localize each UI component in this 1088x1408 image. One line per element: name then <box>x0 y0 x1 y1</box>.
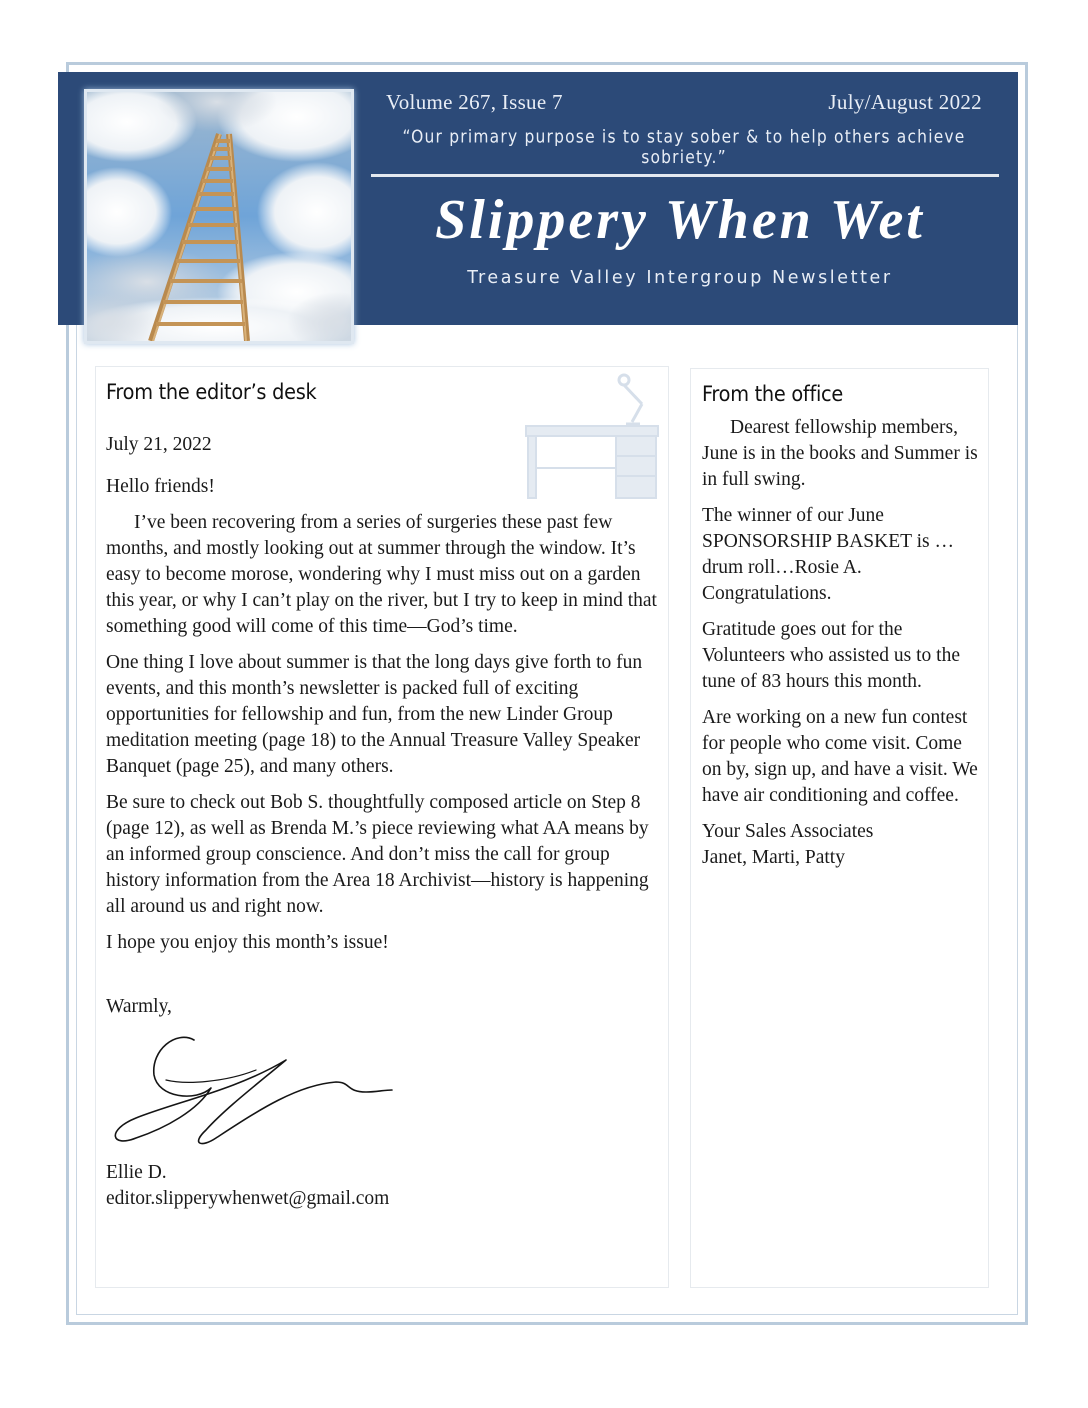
editor-paragraph: I hope you enjoy this month’s issue! <box>106 932 389 953</box>
handwritten-signature <box>106 1030 396 1160</box>
header-photo <box>84 89 354 344</box>
volume-issue: Volume 267, Issue 7 <box>386 90 563 114</box>
editor-paragraph: I’ve been recovering from a series of surgeries these past few months, and mostly looking out at summer through the window. It’s easy to become morose, wondering why I must miss out on a garden this year, or why I can’t play on the river, but I try to keep in mind that something good will come of this time—God’s time. <box>106 512 657 637</box>
office-paragraph: Gratitude goes out for the Volunteers who assisted us to the tune of 83 hours this month. <box>702 619 960 692</box>
newsletter-title: Slippery When Wet <box>435 189 925 251</box>
office-paragraph: The winner of our June SPONSORSHIP BASKET is … drum roll…Rosie A. Congratulations. <box>702 505 954 604</box>
editor-paragraph: Be sure to check out Bob S. thoughtfully composed article on Step 8 (page 12), as well as Brenda M.’s piece reviewing what AA means by an informed group conscience. And don’t miss the call for group history information from the Area 18 Archivist—history is happening all around us and right now. <box>106 792 649 917</box>
editor-name: Ellie D. <box>106 1162 167 1183</box>
editor-closing: Warmly, <box>106 996 172 1017</box>
office-paragraph: Dearest fellowship members, June is in the books and Summer is in full swing. <box>702 417 978 490</box>
editor-paragraph: One thing I love about summer is that the long days give forth to fun events, and this month’s newsletter is packed full of exciting opportunities for fellowship and fun, from the new Linder Group meditation meeting (page 18) to the Annual Treasure Valley Speaker Banquet (page 25), and many others. <box>106 652 643 777</box>
header-divider <box>371 174 999 177</box>
issue-date: July/August 2022 <box>828 90 982 114</box>
ladder-into-clouds-image <box>87 92 351 341</box>
office-signoff-line1: Your Sales Associates <box>702 821 874 842</box>
editor-email[interactable]: editor.slipperywhenwet@gmail.com <box>106 1188 390 1209</box>
office-body <box>702 415 980 871</box>
office-heading: From the office <box>702 382 844 406</box>
editor-greeting: Hello friends! <box>106 476 215 497</box>
office-signoff-line2: Janet, Marti, Patty <box>702 847 845 868</box>
editor-heading: From the editor’s desk <box>106 380 317 404</box>
newsletter-subtitle: Treasure Valley Intergroup Newsletter <box>467 268 893 288</box>
office-paragraph: Are working on a new fun contest for people who come visit. Come on by, sign up, and have a visit. We have air conditioning and coffee. <box>702 707 978 806</box>
editor-date: July 21, 2022 <box>106 434 212 455</box>
editor-body <box>106 432 662 1212</box>
motto: “Our primary purpose is to stay sober & to help others achieve sobriety.” <box>402 126 966 168</box>
